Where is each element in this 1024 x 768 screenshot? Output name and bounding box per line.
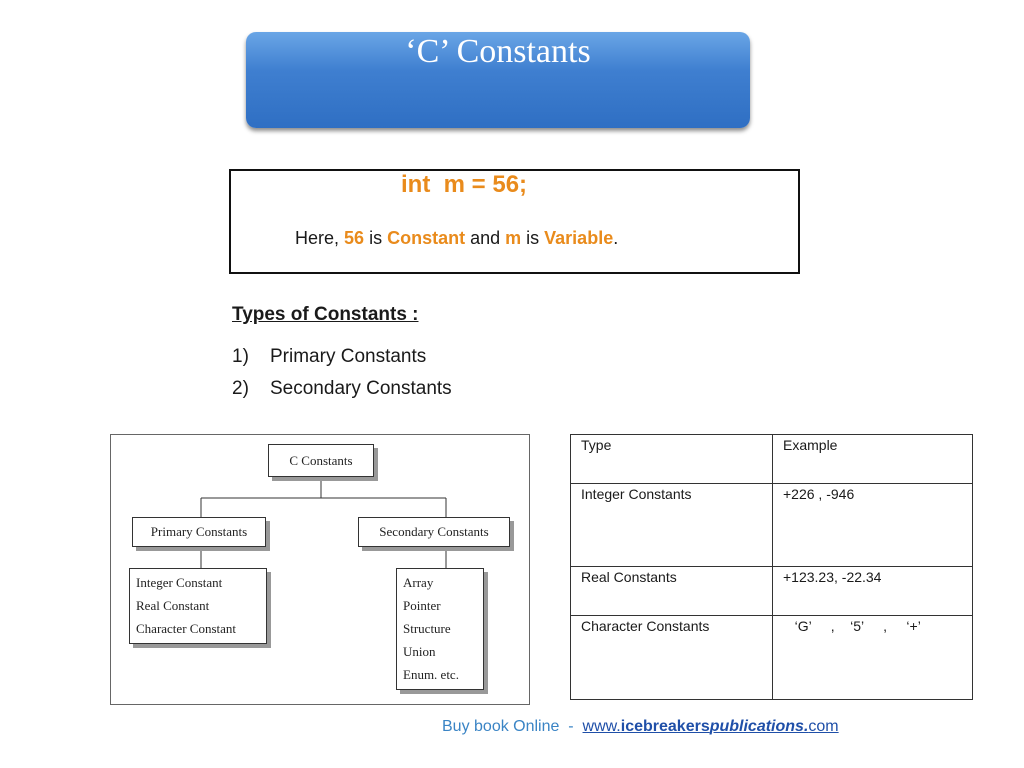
code-statement: int m = 56; bbox=[401, 171, 528, 198]
list-item bbox=[232, 344, 452, 376]
node-primary-list bbox=[129, 568, 267, 644]
slide-title: ‘C’ Constants bbox=[405, 33, 591, 70]
node-primary-constants bbox=[132, 517, 266, 547]
table-row bbox=[571, 484, 973, 567]
secondary-item: Structure bbox=[403, 621, 451, 636]
list-label: Secondary Constants bbox=[270, 378, 452, 399]
secondary-item: Union bbox=[403, 644, 436, 659]
table-header-cell: Type bbox=[571, 435, 773, 484]
footer-prefix: Buy book Online - bbox=[442, 718, 583, 735]
node-label: C Constants bbox=[289, 453, 353, 468]
table-cell: Integer Constants bbox=[571, 484, 773, 567]
sentence-part: is bbox=[364, 228, 388, 248]
publisher-link[interactable] bbox=[583, 718, 839, 735]
table-header-cell: Example bbox=[773, 435, 973, 484]
node-label: Primary Constants bbox=[150, 524, 248, 539]
secondary-item: Pointer bbox=[403, 598, 441, 613]
primary-item: Integer Constant bbox=[136, 575, 223, 590]
secondary-item: Array bbox=[403, 575, 434, 590]
link-part: www. bbox=[582, 718, 621, 735]
variable-word: Variable bbox=[544, 228, 614, 248]
constant-word: Constant bbox=[387, 228, 466, 248]
list-number: 2) bbox=[232, 378, 249, 399]
table-row bbox=[571, 567, 973, 616]
node-label: Secondary Constants bbox=[379, 524, 489, 539]
primary-item: Character Constant bbox=[136, 621, 236, 636]
link-part: com bbox=[808, 718, 839, 735]
table-cell: +123.23, -22.34 bbox=[773, 567, 973, 616]
node-secondary-constants bbox=[358, 517, 510, 547]
secondary-item: Enum. etc. bbox=[403, 667, 459, 682]
variable-name: m bbox=[505, 228, 522, 248]
node-c-constants bbox=[268, 444, 374, 477]
table-cell: Real Constants bbox=[571, 567, 773, 616]
primary-item: Real Constant bbox=[136, 598, 210, 613]
table-header-row bbox=[571, 435, 973, 484]
link-part: icebreakers bbox=[620, 718, 710, 735]
sentence-part: and bbox=[465, 228, 506, 248]
list-item bbox=[232, 376, 452, 408]
sentence-part: Here, bbox=[295, 228, 345, 248]
footer bbox=[442, 718, 839, 736]
sentence-part: . bbox=[613, 228, 619, 248]
table-cell: +226 , -946 bbox=[773, 484, 973, 567]
list-label: Primary Constants bbox=[270, 346, 427, 367]
constants-table bbox=[570, 434, 973, 700]
table-row bbox=[571, 616, 973, 700]
types-list bbox=[232, 344, 452, 408]
table-cell: ‘G’ , ‘5’ , ‘+’ bbox=[773, 616, 973, 700]
list-number: 1) bbox=[232, 346, 249, 367]
link-part: publications. bbox=[709, 718, 809, 735]
table-cell: Character Constants bbox=[571, 616, 773, 700]
constant-value: 56 bbox=[344, 228, 365, 248]
node-secondary-list bbox=[396, 568, 484, 690]
types-heading: Types of Constants : bbox=[232, 304, 419, 325]
sentence-part: is bbox=[521, 228, 545, 248]
explanation-sentence bbox=[295, 228, 618, 249]
constants-hierarchy-diagram bbox=[110, 434, 530, 705]
